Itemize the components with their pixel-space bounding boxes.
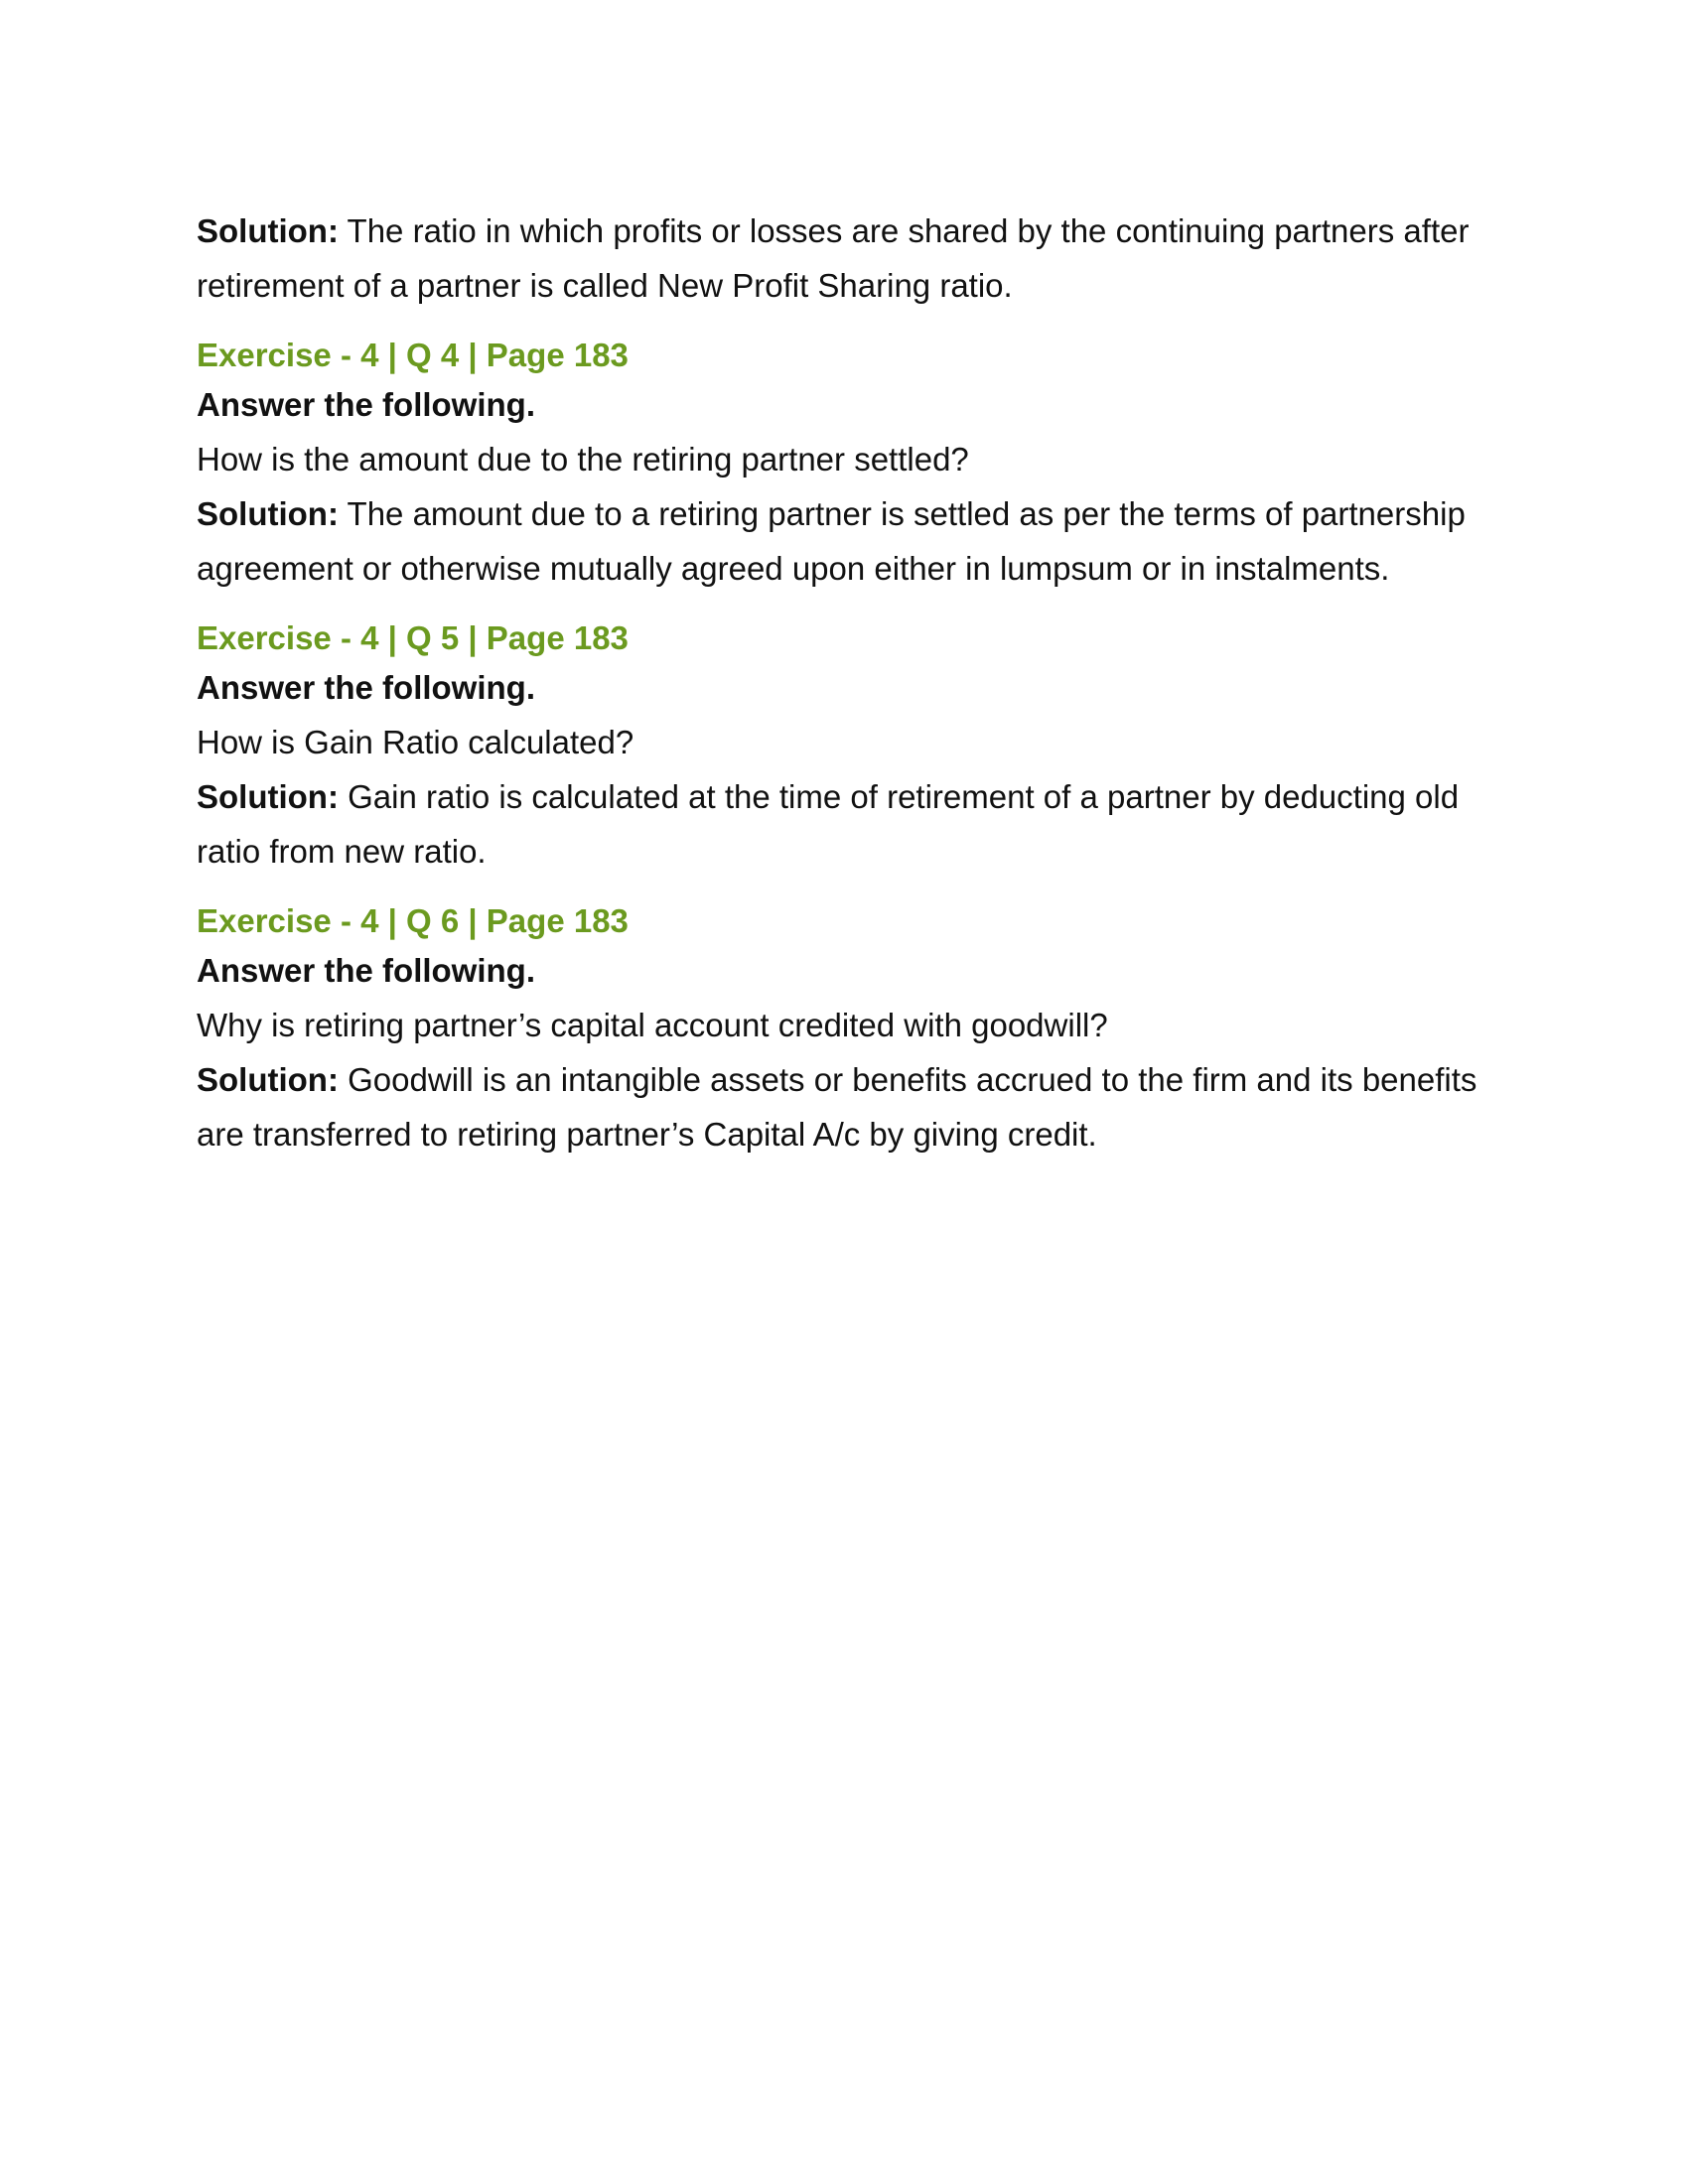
exercise-heading: Exercise - 4 | Q 6 | Page 183	[197, 902, 629, 939]
solution-label: Solution:	[197, 778, 339, 815]
exercise-q4	[197, 334, 1507, 596]
instruction: Answer the following.	[197, 386, 536, 423]
solution-text: Gain ratio is calculated at the time of retirement of a partner by deducting old ratio from new ratio.	[197, 778, 1460, 870]
exercise-q6	[197, 899, 1507, 1161]
solution-label: Solution:	[197, 495, 339, 532]
question: How is Gain Ratio calculated?	[197, 724, 634, 760]
instruction: Answer the following.	[197, 952, 536, 989]
solution-label: Solution:	[197, 1061, 339, 1098]
question: How is the amount due to the retiring partner settled?	[197, 441, 969, 478]
solution	[197, 1052, 1507, 1161]
intro-solution	[197, 204, 1507, 313]
instruction: Answer the following.	[197, 669, 536, 706]
document-page	[197, 204, 1507, 1161]
solution-text: Goodwill is an intangible assets or benefits accrued to the firm and its benefits are transferred to retiring partner’s Capital A/c by giving credit.	[197, 1061, 1477, 1153]
solution-text: The amount due to a retiring partner is settled as per the terms of partnership agreement or otherwise mutually agreed upon either in lumpsum or in instalments.	[197, 495, 1466, 587]
solution-text: The ratio in which profits or losses are shared by the continuing partners after retirement of a partner is called New Profit Sharing ratio.	[197, 212, 1470, 304]
solution	[197, 769, 1507, 879]
solution	[197, 486, 1507, 596]
exercise-q5	[197, 616, 1507, 879]
exercise-heading: Exercise - 4 | Q 4 | Page 183	[197, 337, 629, 373]
exercise-heading: Exercise - 4 | Q 5 | Page 183	[197, 619, 629, 656]
solution-label: Solution:	[197, 212, 339, 249]
question: Why is retiring partner’s capital account credited with goodwill?	[197, 1007, 1108, 1043]
